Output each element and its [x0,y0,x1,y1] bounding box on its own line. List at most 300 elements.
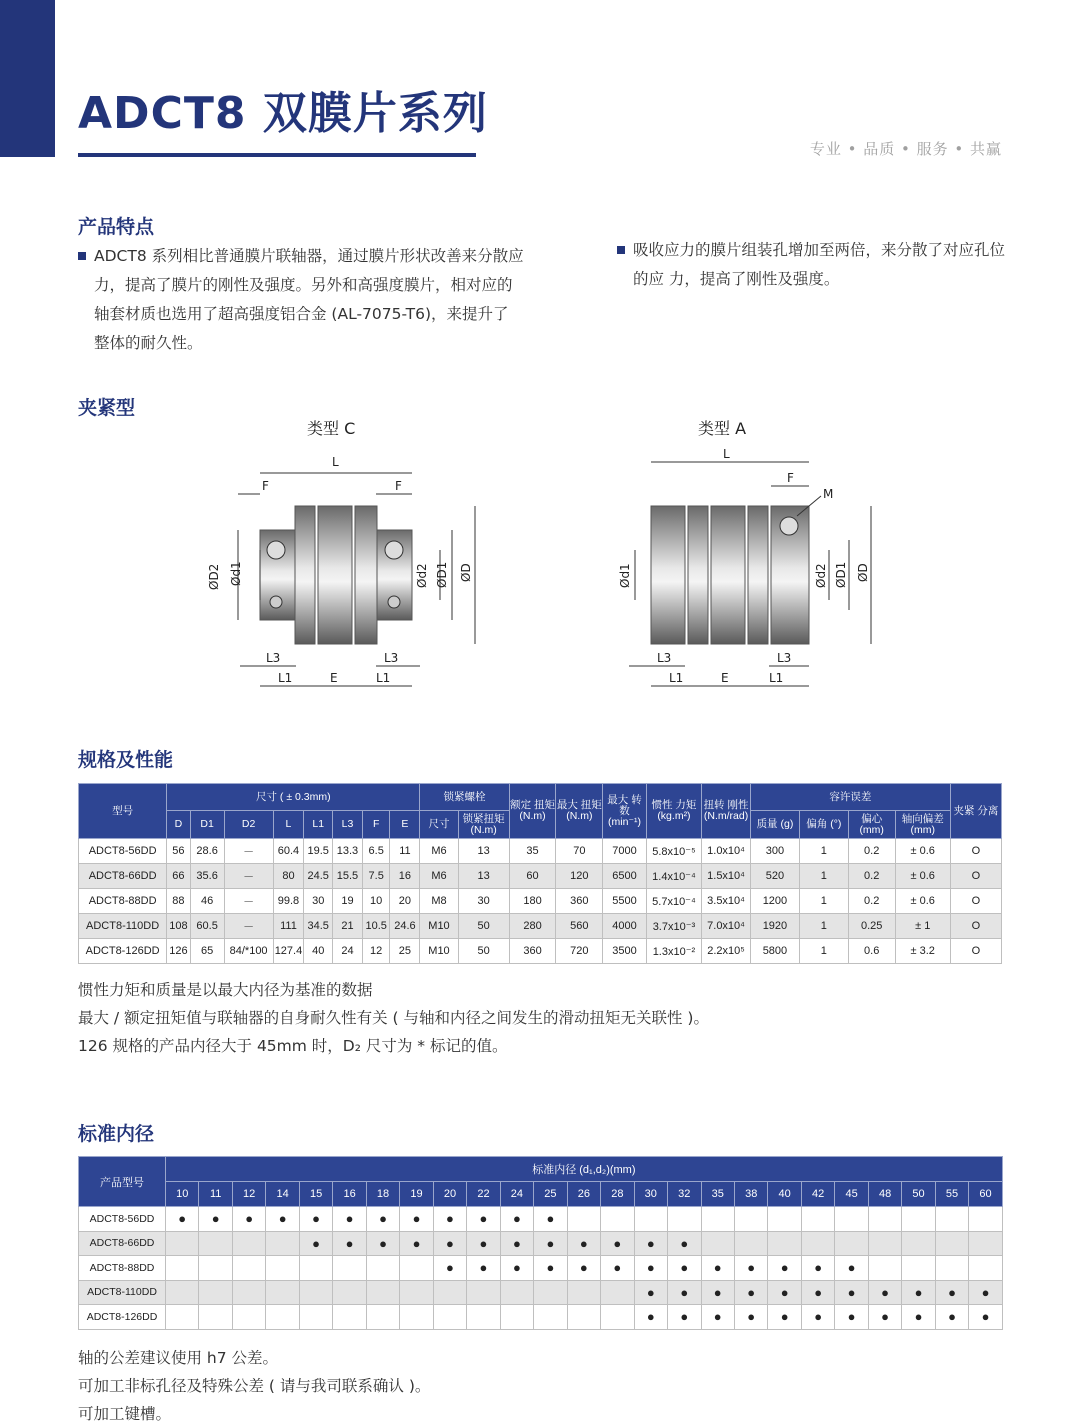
spec-cell: ± 0.6 [895,864,950,889]
spec-cell: 25 [390,939,420,964]
svg-text:ØD2: ØD2 [207,563,221,590]
spec-cell: M10 [420,939,458,964]
bore-mark-cell: ● [868,1280,901,1305]
bullet-icon [78,252,86,260]
spec-cell: 120 [556,864,603,889]
bore-mark-cell: ● [400,1231,433,1256]
bore-mark-cell [601,1305,634,1330]
bore-mark-cell: ● [467,1256,500,1281]
col-L1: L1 [304,811,333,839]
bore-mark-cell: ● [768,1256,801,1281]
model-cell: ADCT8-56DD [79,839,167,864]
svg-text:ØD1: ØD1 [834,561,848,588]
bore-mark-cell [534,1280,567,1305]
bore-size-header: 11 [199,1182,232,1207]
svg-text:Ød2: Ød2 [814,563,828,588]
spec-table [78,783,1002,964]
spec-cell: 280 [509,914,556,939]
bore-size-header: 40 [768,1182,801,1207]
bore-note: 可加工非标孔径及特殊公差 ( 请与我司联系确认 )。 [78,1377,431,1395]
spec-cell: 1.5x10⁴ [702,864,751,889]
bore-mark-cell: ● [801,1280,834,1305]
bore-size-header: 38 [734,1182,767,1207]
col-clamp-sep: 夹紧 分离 [950,784,1001,839]
spec-cell: O [950,939,1001,964]
bore-mark-cell: ● [634,1231,667,1256]
spec-cell: 1 [799,939,848,964]
bore-mark-cell [299,1256,332,1281]
spec-cell: 50 [458,939,509,964]
spec-cell: 1 [799,889,848,914]
col-product-model: 产品型号 [79,1157,166,1207]
bore-mark-cell: ● [467,1231,500,1256]
spec-cell: 3500 [603,939,647,964]
spec-row [79,914,1002,939]
bore-mark-cell: ● [868,1305,901,1330]
spec-cell: 6.5 [362,839,390,864]
bore-mark-cell: ● [567,1231,600,1256]
bore-mark-cell [835,1231,868,1256]
bore-size-header: 35 [701,1182,734,1207]
spec-cell: ± 0.6 [895,889,950,914]
spec-cell: 1 [799,839,848,864]
type-c-label: 类型 C [307,419,356,438]
bore-mark-cell [601,1207,634,1232]
spec-cell: O [950,839,1001,864]
spec-cell: 35.6 [190,864,224,889]
bore-size-header: 60 [969,1182,1002,1207]
bore-mark-cell [801,1231,834,1256]
spec-cell: 7000 [603,839,647,864]
bore-mark-cell [366,1280,399,1305]
bore-mark-cell: ● [400,1207,433,1232]
type-a-label: 类型 A [698,419,747,438]
bore-row [79,1207,1003,1232]
spec-cell: 1.3x10⁻² [646,939,701,964]
spec-heading: 规格及性能 [78,749,174,771]
bore-heading: 标准内径 [78,1123,155,1145]
bore-mark-cell [902,1231,935,1256]
bore-mark-cell: ● [534,1256,567,1281]
spec-note: 126 规格的产品内径大于 45mm 时，D₂ 尺寸为 * 标记的值。 [78,1037,508,1055]
spec-cell: 108 [167,914,190,939]
bore-row [79,1256,1003,1281]
svg-text:L: L [332,455,339,469]
model-cell: ADCT8-110DD [79,914,167,939]
bore-mark-cell: ● [734,1280,767,1305]
svg-text:F: F [262,479,269,493]
spec-cell: 0.2 [848,839,895,864]
svg-text:Ød1: Ød1 [229,561,243,586]
bore-size-header: 18 [366,1182,399,1207]
bore-mark-cell: ● [601,1256,634,1281]
bore-mark-cell: ● [500,1256,533,1281]
spec-cell: 28.6 [190,839,224,864]
svg-text:L1: L1 [769,671,784,685]
bore-mark-cell: ● [333,1231,366,1256]
bore-mark-cell [433,1280,466,1305]
spec-cell: － [224,864,273,889]
spec-cell: 10.5 [362,914,390,939]
spec-cell: 6500 [603,864,647,889]
col-F: F [362,811,390,839]
bore-table [78,1156,1003,1330]
bore-mark-cell [299,1305,332,1330]
svg-text:L1: L1 [669,671,684,685]
spec-cell: 1.0x10⁴ [702,839,751,864]
bore-mark-cell [835,1207,868,1232]
bore-size-header: 19 [400,1182,433,1207]
col-L: L [273,811,304,839]
spec-cell: 15.5 [333,864,363,889]
spec-cell: 21 [333,914,363,939]
spec-cell: 30 [304,889,333,914]
spec-cell: 1200 [750,889,799,914]
spec-cell: 35 [509,839,556,864]
spec-cell: 300 [750,839,799,864]
bore-mark-cell: ● [433,1256,466,1281]
bore-mark-cell: ● [266,1207,299,1232]
model-cell: ADCT8-88DD [79,1256,166,1281]
bore-mark-cell: ● [902,1305,935,1330]
bore-mark-cell [969,1207,1002,1232]
bore-mark-cell [902,1256,935,1281]
type-c-drawing [190,440,510,700]
bore-mark-cell [400,1256,433,1281]
bore-mark-cell: ● [768,1280,801,1305]
bore-mark-cell [199,1280,232,1305]
bore-mark-cell: ● [433,1207,466,1232]
spec-row [79,864,1002,889]
svg-text:L1: L1 [278,671,293,685]
bore-mark-cell [333,1305,366,1330]
bore-mark-cell [701,1207,734,1232]
bore-size-header: 26 [567,1182,600,1207]
bore-mark-cell [868,1256,901,1281]
spec-cell: 20 [390,889,420,914]
spec-cell: M8 [420,889,458,914]
model-cell: ADCT8-88DD [79,889,167,914]
bore-mark-cell: ● [366,1231,399,1256]
bore-mark-cell [467,1280,500,1305]
spec-cell: 13 [458,839,509,864]
bore-size-header: 10 [166,1182,199,1207]
bore-size-header: 15 [299,1182,332,1207]
type-a-drawing [615,440,905,700]
spec-cell: M10 [420,914,458,939]
bore-mark-cell [668,1207,701,1232]
bore-mark-cell [266,1231,299,1256]
bore-mark-cell: ● [601,1231,634,1256]
spec-cell: 7.0x10⁴ [702,914,751,939]
spec-cell: 19.5 [304,839,333,864]
spec-cell: O [950,889,1001,914]
spec-cell: 66 [167,864,190,889]
bore-mark-cell [935,1256,968,1281]
spec-cell: 60.5 [190,914,224,939]
bore-size-header: 16 [333,1182,366,1207]
bore-mark-cell: ● [801,1256,834,1281]
svg-text:ØD1: ØD1 [435,561,449,588]
spec-cell: 126 [167,939,190,964]
spec-cell: － [224,889,273,914]
col-D: D [167,811,190,839]
bore-mark-cell [166,1280,199,1305]
spec-cell: 56 [167,839,190,864]
svg-text:ØD: ØD [856,563,870,582]
spec-cell: 2.2x10⁵ [702,939,751,964]
bore-mark-cell [232,1256,265,1281]
spec-note: 最大 / 额定扭矩值与联轴器的自身耐久性有关 ( 与轴和内径之间发生的滑动扭矩无关联性 )。 [78,1009,709,1027]
bore-mark-cell: ● [701,1256,734,1281]
spec-cell: 0.2 [848,864,895,889]
svg-text:Ød1: Ød1 [618,563,632,588]
bore-size-header: 24 [500,1182,533,1207]
bore-mark-cell [199,1305,232,1330]
spec-notes [78,976,709,1060]
feature-item-left [78,242,524,358]
bore-mark-cell: ● [701,1305,734,1330]
spec-cell: M6 [420,864,458,889]
spec-cell: 0.25 [848,914,895,939]
col-stiffness: 扭转 刚性 (N.m/rad) [702,784,751,839]
bore-mark-cell: ● [299,1207,332,1232]
bore-size-header: 30 [634,1182,667,1207]
spec-cell: 5500 [603,889,647,914]
spec-cell: 13.3 [333,839,363,864]
svg-text:L1: L1 [376,671,391,685]
spec-cell: ± 0.6 [895,839,950,864]
bore-mark-cell: ● [835,1280,868,1305]
svg-text:L3: L3 [266,651,281,665]
bore-mark-cell [166,1231,199,1256]
spec-cell: 180 [509,889,556,914]
svg-text:L3: L3 [384,651,399,665]
col-size-group: 尺寸 ( ± 0.3mm) [167,784,420,811]
spec-cell: 12 [362,939,390,964]
bore-mark-cell [902,1207,935,1232]
col-axial: 轴向偏差 (mm) [895,811,950,839]
bore-row [79,1231,1003,1256]
spec-cell: － [224,839,273,864]
bore-size-header: 50 [902,1182,935,1207]
bore-mark-cell: ● [232,1207,265,1232]
bore-size-header: 28 [601,1182,634,1207]
col-max-speed: 最大 转数 (min⁻¹) [603,784,647,839]
col-eccentric: 偏心 (mm) [848,811,895,839]
feature-item-right [617,236,1009,294]
spec-cell: 10 [362,889,390,914]
bore-size-header: 22 [467,1182,500,1207]
bore-mark-cell: ● [433,1231,466,1256]
bore-mark-cell: ● [902,1280,935,1305]
spec-cell: 360 [509,939,556,964]
svg-text:E: E [330,671,338,685]
spec-cell: 99.8 [273,889,304,914]
bore-mark-cell [199,1231,232,1256]
spec-cell: 19 [333,889,363,914]
feature-text-right: 吸收应力的膜片组装孔增加至两倍，来分散了对应孔位的应 力，提高了刚性及强度。 [633,241,1006,288]
svg-text:Ød2: Ød2 [415,563,429,588]
spec-row [79,839,1002,864]
bore-mark-cell: ● [166,1207,199,1232]
bore-notes [78,1344,430,1424]
bore-mark-cell [601,1280,634,1305]
bore-mark-cell [734,1231,767,1256]
svg-text:E: E [721,671,729,685]
bore-mark-cell [634,1207,667,1232]
col-bore-group: 标准内径 (d₁,d₂)(mm) [166,1157,1003,1182]
bore-mark-cell: ● [500,1231,533,1256]
model-cell: ADCT8-126DD [79,939,167,964]
spec-cell: O [950,914,1001,939]
spec-cell: 1.4x10⁻⁴ [646,864,701,889]
spec-row [79,939,1002,964]
svg-text:F: F [395,479,402,493]
model-cell: ADCT8-56DD [79,1207,166,1232]
col-bolt-torque: 锁紧扭矩 (N.m) [458,811,509,839]
col-bolt-group: 锁紧螺栓 [420,784,509,811]
bore-note: 轴的公差建议使用 h7 公差。 [78,1349,279,1367]
bore-mark-cell [433,1305,466,1330]
spec-cell: 50 [458,914,509,939]
bore-mark-cell: ● [634,1280,667,1305]
bore-mark-cell: ● [534,1207,567,1232]
svg-text:M: M [823,487,834,501]
bore-mark-cell [366,1256,399,1281]
col-rated-torque: 额定 扭矩 (N.m) [509,784,556,839]
bore-mark-cell: ● [668,1256,701,1281]
spec-cell: 4000 [603,914,647,939]
col-max-torque: 最大 扭矩 (N.m) [556,784,603,839]
bore-mark-cell [935,1207,968,1232]
bore-mark-cell [400,1305,433,1330]
bore-mark-cell: ● [299,1231,332,1256]
bore-size-header: 42 [801,1182,834,1207]
bore-mark-cell: ● [634,1305,667,1330]
spec-cell: 30 [458,889,509,914]
bore-mark-cell [266,1280,299,1305]
bore-mark-cell [935,1231,968,1256]
bore-size-header: 12 [232,1182,265,1207]
col-D1: D1 [190,811,224,839]
bore-mark-cell: ● [668,1305,701,1330]
model-cell: ADCT8-126DD [79,1305,166,1330]
col-mass: 质量 (g) [750,811,799,839]
spec-cell: 7.5 [362,864,390,889]
bore-mark-cell [567,1280,600,1305]
clamp-heading: 夹紧型 [78,397,136,419]
bore-mark-cell [333,1280,366,1305]
bore-mark-cell [567,1207,600,1232]
col-model: 型号 [79,784,167,839]
bore-mark-cell: ● [534,1231,567,1256]
spec-cell: ± 3.2 [895,939,950,964]
spec-cell: 720 [556,939,603,964]
svg-text:L3: L3 [657,651,672,665]
bore-size-header: 32 [668,1182,701,1207]
svg-text:F: F [787,471,794,485]
spec-cell: 88 [167,889,190,914]
bore-mark-cell: ● [701,1280,734,1305]
bore-mark-cell [467,1305,500,1330]
col-tolerance-group: 容许误差 [750,784,950,811]
col-angle: 偏角 (°) [799,811,848,839]
bore-mark-cell [333,1256,366,1281]
bore-mark-cell [868,1207,901,1232]
bore-mark-cell [266,1256,299,1281]
bore-mark-cell: ● [969,1280,1002,1305]
title-underline [78,153,476,157]
bore-row [79,1280,1003,1305]
col-bolt-size: 尺寸 [420,811,458,839]
bore-mark-cell [199,1256,232,1281]
bore-mark-cell [868,1231,901,1256]
feature-text-left: ADCT8 系列相比普通膜片联轴器，通过膜片形状改善来分散应力，提高了膜片的刚性及强度。另外和高强度膜片，相对应的轴套材质也选用了超高强度铝合金 (AL-7075-T6)，来提升了整体的耐久性。 [94,247,524,352]
spec-cell: 11 [390,839,420,864]
model-cell: ADCT8-66DD [79,1231,166,1256]
spec-cell: 1 [799,914,848,939]
bore-mark-cell: ● [567,1256,600,1281]
spec-cell: 16 [390,864,420,889]
bore-mark-cell [768,1231,801,1256]
bore-mark-cell [299,1280,332,1305]
model-cell: ADCT8-110DD [79,1280,166,1305]
bore-size-header: 25 [534,1182,567,1207]
bore-mark-cell [969,1231,1002,1256]
bullet-icon [617,246,625,254]
spec-cell: M6 [420,839,458,864]
bore-mark-cell [500,1280,533,1305]
bore-mark-cell: ● [199,1207,232,1232]
spec-cell: 0.2 [848,889,895,914]
spec-cell: 24.6 [390,914,420,939]
bore-mark-cell [232,1231,265,1256]
bore-mark-cell [801,1207,834,1232]
bore-mark-cell [232,1305,265,1330]
spec-cell: 60 [509,864,556,889]
spec-cell: 111 [273,914,304,939]
bore-mark-cell: ● [366,1207,399,1232]
spec-cell: 13 [458,864,509,889]
bore-mark-cell: ● [768,1305,801,1330]
bore-mark-cell: ● [668,1231,701,1256]
bore-mark-cell [232,1280,265,1305]
bore-size-header: 20 [433,1182,466,1207]
bore-mark-cell [567,1305,600,1330]
spec-cell: 560 [556,914,603,939]
spec-cell: 80 [273,864,304,889]
spec-cell: 5.7x10⁻⁴ [646,889,701,914]
bore-mark-cell: ● [835,1256,868,1281]
spec-cell: 65 [190,939,224,964]
col-inertia: 惯性 力矩 (kg.m²) [646,784,701,839]
bore-mark-cell: ● [634,1256,667,1281]
bore-mark-cell [166,1305,199,1330]
spec-note: 惯性力矩和质量是以最大内径为基准的数据 [78,981,373,999]
bore-row [79,1305,1003,1330]
spec-row [79,889,1002,914]
bore-mark-cell: ● [668,1280,701,1305]
spec-cell: 360 [556,889,603,914]
bore-size-header: 45 [835,1182,868,1207]
spec-cell: 0.6 [848,939,895,964]
spec-cell: O [950,864,1001,889]
spec-cell: － [224,914,273,939]
bore-mark-cell [768,1207,801,1232]
spec-cell: 5800 [750,939,799,964]
model-cell: ADCT8-66DD [79,864,167,889]
